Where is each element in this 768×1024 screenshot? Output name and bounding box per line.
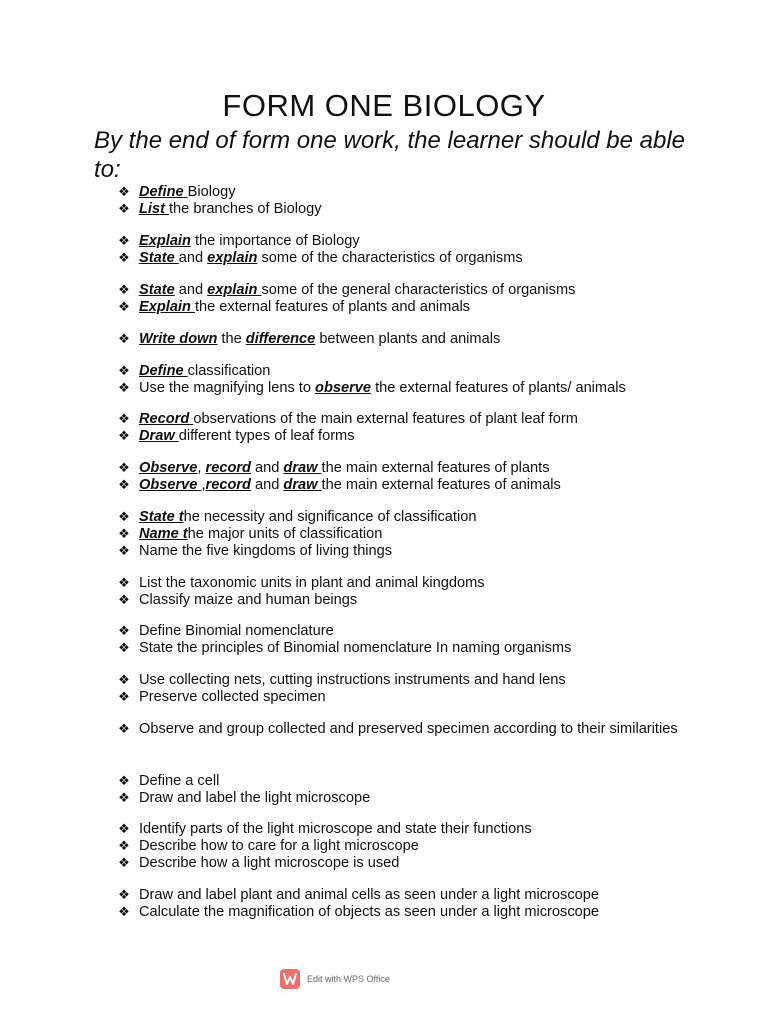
command-verb: Explain [139, 233, 191, 249]
objective-text: and [250, 460, 284, 476]
command-verb: difference [245, 331, 316, 347]
objective-item [118, 249, 699, 268]
objective-text: State the principles of Binomial nomenclature In naming organisms [139, 640, 572, 656]
command-verb: observe [315, 380, 372, 396]
diamond-fleuron-icon: ❖ [118, 461, 130, 476]
command-verb: record [205, 460, 251, 476]
command-verb: Record [139, 411, 194, 427]
diamond-fleuron-icon: ❖ [118, 332, 130, 347]
objective-text: and [250, 477, 284, 493]
objective-item [118, 379, 699, 398]
objective-item [118, 903, 699, 922]
command-verb: Define [139, 363, 188, 379]
objective-item [118, 200, 699, 219]
objective-text: Define a cell [139, 773, 220, 789]
diamond-fleuron-icon: ❖ [118, 822, 130, 837]
diamond-fleuron-icon: ❖ [118, 364, 130, 379]
objective-text: different types of leaf forms [178, 428, 355, 444]
diamond-fleuron-icon: ❖ [118, 202, 130, 217]
command-verb: List [139, 201, 169, 217]
wps-edit-label: Edit with WPS Office [307, 974, 390, 984]
objective-text: he necessity and significance of classification [183, 509, 477, 525]
diamond-fleuron-icon: ❖ [118, 510, 130, 525]
objective-text: the importance of Biology [190, 233, 360, 249]
diamond-fleuron-icon: ❖ [118, 544, 130, 559]
objective-text: the main external features of animals [321, 477, 561, 493]
objective-item [118, 476, 699, 495]
diamond-fleuron-icon: ❖ [118, 856, 130, 871]
objective-text: the main external features of plants [321, 460, 550, 476]
objective-text: classification [187, 363, 271, 379]
diamond-fleuron-icon: ❖ [118, 478, 130, 493]
diamond-fleuron-icon: ❖ [118, 412, 130, 427]
objective-text: observations of the main external features of plant leaf form [193, 411, 578, 427]
objective-text: , [201, 477, 206, 493]
diamond-fleuron-icon: ❖ [118, 300, 130, 315]
command-verb: Define [139, 184, 188, 200]
command-verb: draw [283, 477, 322, 493]
command-verb: Write down [139, 331, 218, 347]
command-verb: Draw [139, 428, 179, 444]
objective-item [118, 542, 699, 561]
command-verb: explain [207, 282, 262, 298]
page-title: FORM ONE BIOLOGY [222, 88, 546, 123]
objective-item [118, 427, 699, 446]
command-verb: State [139, 250, 179, 266]
diamond-fleuron-icon: ❖ [118, 234, 130, 249]
objective-text: Define Binomial nomenclature [139, 623, 334, 639]
command-verb: Explain [139, 299, 195, 315]
wps-office-logo-icon [280, 969, 300, 989]
diamond-fleuron-icon: ❖ [118, 641, 130, 656]
objective-text: Use the magnifying lens to [139, 380, 316, 396]
objective-text: Preserve collected specimen [139, 689, 326, 705]
command-verb: draw [283, 460, 322, 476]
objective-item [118, 720, 699, 739]
objective-text: Biology [187, 184, 236, 200]
page-subtitle: By the end of form one work, the learner should be able to: [94, 127, 686, 183]
objective-text: Describe how a light microscope is used [139, 855, 400, 871]
objective-text: List the taxonomic units in plant and animal kingdoms [139, 575, 485, 591]
objective-text: between plants and animals [315, 331, 501, 347]
objective-text: Observe and group collected and preserved specimen according to their similarities [139, 721, 678, 737]
diamond-fleuron-icon: ❖ [118, 527, 130, 542]
objective-text: the [217, 331, 246, 347]
objective-item [118, 854, 699, 873]
objective-item [118, 688, 699, 707]
objective-text: Draw and label plant and animal cells as seen under a light microscope [139, 887, 599, 903]
diamond-fleuron-icon: ❖ [118, 429, 130, 444]
command-verb: record [205, 477, 251, 493]
diamond-fleuron-icon: ❖ [118, 839, 130, 854]
objective-text: and [178, 250, 208, 266]
objective-item [118, 639, 699, 658]
diamond-fleuron-icon: ❖ [118, 673, 130, 688]
command-verb: Name t [139, 526, 188, 542]
objective-text: the external features of plants/ animals [371, 380, 626, 396]
objective-text: and [174, 282, 208, 298]
objective-item [118, 789, 699, 808]
wps-edit-button[interactable] [280, 969, 390, 989]
diamond-fleuron-icon: ❖ [118, 381, 130, 396]
objective-text: the branches of Biology [169, 201, 322, 217]
objective-text: some of the general characteristics of organisms [261, 282, 576, 298]
objective-text: the external features of plants and animals [194, 299, 470, 315]
objective-text: Name the five kingdoms of living things [139, 543, 393, 559]
objective-item [118, 330, 699, 349]
objective-text: he major units of classification [187, 526, 383, 542]
objective-text: Classify maize and human beings [139, 592, 358, 608]
objective-item [118, 298, 699, 317]
command-verb: State t [139, 509, 184, 525]
objective-text: Identify parts of the light microscope and state their functions [139, 821, 532, 837]
diamond-fleuron-icon: ❖ [118, 283, 130, 298]
objective-text: Describe how to care for a light microscope [139, 838, 419, 854]
command-verb: State [139, 282, 175, 298]
diamond-fleuron-icon: ❖ [118, 888, 130, 903]
diamond-fleuron-icon: ❖ [118, 624, 130, 639]
diamond-fleuron-icon: ❖ [118, 905, 130, 920]
diamond-fleuron-icon: ❖ [118, 593, 130, 608]
command-verb: explain [207, 250, 258, 266]
diamond-fleuron-icon: ❖ [118, 251, 130, 266]
diamond-fleuron-icon: ❖ [118, 185, 130, 200]
objective-text: Calculate the magnification of objects as seen under a light microscope [139, 904, 599, 920]
command-verb: Observe [139, 460, 198, 476]
diamond-fleuron-icon: ❖ [118, 722, 130, 737]
command-verb: Observe [139, 477, 202, 493]
objective-item [118, 591, 699, 610]
diamond-fleuron-icon: ❖ [118, 774, 130, 789]
objective-text: Use collecting nets, cutting instructions instruments and hand lens [139, 672, 566, 688]
diamond-fleuron-icon: ❖ [118, 791, 130, 806]
objective-text: , [197, 460, 206, 476]
diamond-fleuron-icon: ❖ [118, 576, 130, 591]
objective-text: Draw and label the light microscope [139, 790, 371, 806]
objective-text: some of the characteristics of organisms [257, 250, 523, 266]
diamond-fleuron-icon: ❖ [118, 690, 130, 705]
